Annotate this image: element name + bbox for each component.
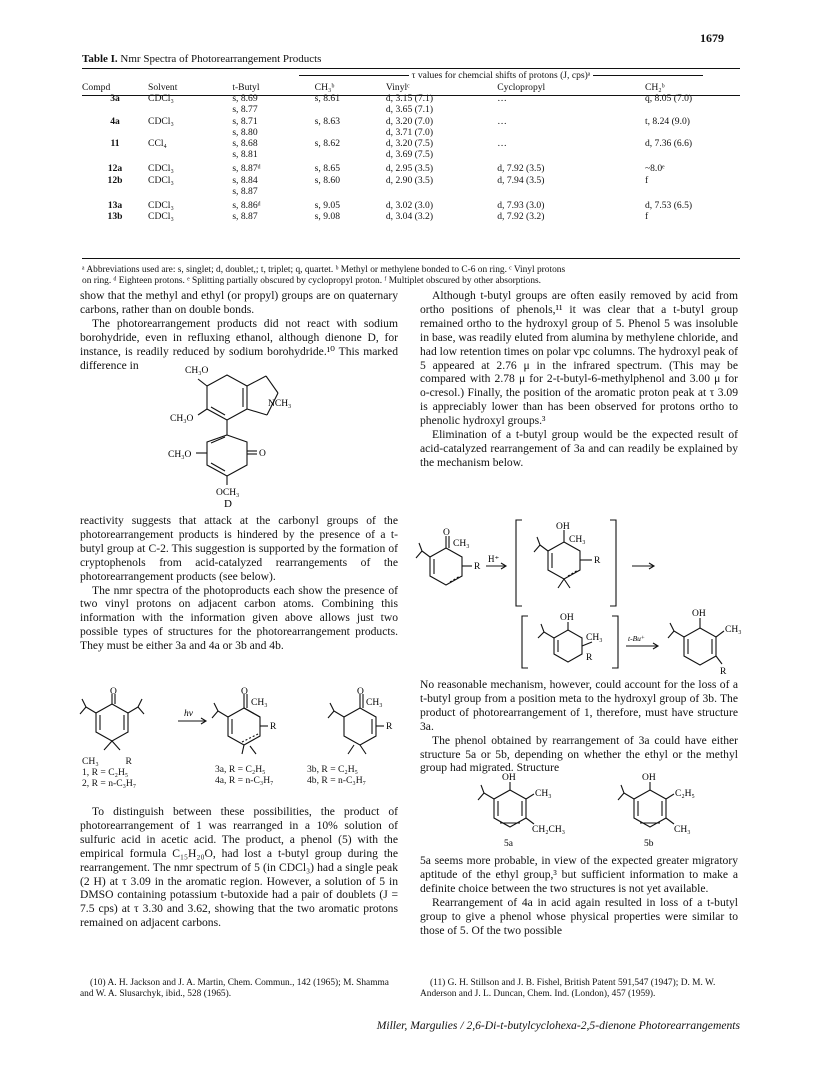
cell-line: s, 9.08 bbox=[314, 211, 340, 223]
phenol-label: CH₂CH₃ bbox=[532, 825, 566, 835]
table-cell-ch3 bbox=[315, 197, 386, 211]
cell-line: s, 8.68 bbox=[232, 138, 258, 150]
scheme-mechanism bbox=[422, 518, 742, 677]
phenol-label: CH₃ bbox=[535, 789, 552, 799]
paragraph: 5a seems more probable, in view of the expected greater migratory aptitude of the ethyl group,³ but sufficient information to make a definite choice between the two structures is not yet available. bbox=[420, 854, 738, 895]
mech-label: R bbox=[594, 556, 601, 566]
cell-line: s, 8.77 bbox=[232, 104, 258, 116]
paragraph: Rearrangement of 4a in acid again resulted in loss of a t-butyl group to give a phenol whose physical properties were similar to those of 5. Of the two possible bbox=[420, 895, 738, 937]
table-cell-vinyl bbox=[386, 197, 477, 211]
phenol-label: C₂H₅ bbox=[675, 789, 695, 799]
cell-line: d, 3.15 (7.1) bbox=[385, 93, 434, 105]
paragraph: show that the methyl and ethyl (or propyl) groups are on quaternary carbons, rather than on double bonds. bbox=[80, 289, 398, 316]
phenol-name: 5a bbox=[504, 839, 513, 849]
table-cell-compd: 3a bbox=[110, 93, 120, 105]
cell-line: f bbox=[644, 211, 649, 223]
table-cell-tbutyl bbox=[232, 116, 314, 138]
table-cell-compd: 13a bbox=[107, 200, 123, 212]
cell-line: s, 8.87 bbox=[232, 185, 258, 197]
table-cell-solvent: CDCl₃ bbox=[148, 211, 174, 223]
table-cell-solvent: CDCl₃ bbox=[148, 200, 174, 212]
table-cell-vinyl bbox=[386, 175, 477, 197]
cell-line: s, 8.62 bbox=[314, 138, 340, 150]
table-cell-ch2 bbox=[625, 197, 740, 211]
nmr-table bbox=[82, 82, 740, 222]
cell-line: d, 7.92 (3.5) bbox=[497, 163, 545, 175]
table-label: Table I. bbox=[82, 53, 118, 65]
table-cell-cyclopropyl bbox=[477, 138, 625, 160]
table-cell-compd: 12a bbox=[107, 163, 123, 175]
cell-line: … bbox=[497, 138, 507, 150]
table-bottom-rule bbox=[82, 258, 740, 259]
D-group: CH₃O bbox=[170, 414, 194, 424]
cell-line: d, 7.93 (3.0) bbox=[497, 200, 545, 212]
table-row bbox=[82, 138, 740, 160]
paragraph: Although t-butyl groups are often easily removed by acid from ortho positions of phenols,¹¹ it was clear that a t-butyl group remained ortho to the hydroxyl group of 5. Phenol 5 was insoluble in base, was readily eluted from alumina by methylene chloride, and had low retention times on polar vpc columns. The hydroxyl peak of 5 appeared at 2.76 μ in the infrared spectrum. (This may be compared with 2.78 μ for 2-t-butyl-6-methylphenol and 3.00 μ for o-cresol.) Finally, the position of the aromatic proton peak at τ 3.09 is appreciably lower than has been observed for protons ortho to phenolic hydroxyl groups.³ bbox=[420, 289, 738, 428]
table-cell-ch3 bbox=[315, 175, 386, 197]
right-column-top bbox=[420, 289, 738, 470]
table-row bbox=[82, 93, 740, 115]
D-group: CH₃O bbox=[168, 450, 192, 460]
cell-line: s, 8.71 bbox=[232, 115, 258, 127]
right-column-middle bbox=[420, 678, 738, 775]
cell-line: d, 7.36 (6.6) bbox=[644, 138, 693, 150]
D-group: OCH₃ bbox=[216, 488, 240, 498]
mech-reagent: H⁺ bbox=[488, 554, 500, 564]
cell-line: d, 3.20 (7.0) bbox=[385, 115, 434, 127]
mech-label: CH₃ bbox=[453, 539, 470, 549]
caption-line: 3b, R = C₂H₅ bbox=[307, 764, 359, 775]
table-cell-ch2 bbox=[625, 211, 740, 222]
col-header: t-Butyl bbox=[232, 82, 260, 93]
cell-line: s, 8.86ᵈ bbox=[232, 200, 261, 212]
mid-caption bbox=[215, 764, 273, 786]
paragraph: No reasonable mechanism, however, could account for the loss of a t-butyl group from a position meta to the hydroxyl group of 3b. The product of photorearrangement of 1, therefore, must have structure 3a. bbox=[420, 678, 738, 733]
table-footnotes bbox=[82, 265, 740, 287]
table-cell-ch3 bbox=[315, 211, 386, 222]
caption-line: 3a, R = C₂H₅ bbox=[215, 764, 266, 775]
table-cell-ch3 bbox=[315, 116, 386, 138]
cell-line: s, 8.87 bbox=[232, 211, 258, 223]
table-cell-ch2 bbox=[625, 93, 740, 115]
table-cell-tbutyl bbox=[232, 93, 314, 115]
start-label: R bbox=[125, 756, 132, 767]
cell-line: … bbox=[497, 93, 507, 105]
table-title-text: Nmr Spectra of Photorearrangement Products bbox=[120, 53, 322, 65]
cell-line: d, 3.69 (7.5) bbox=[385, 149, 434, 161]
caption-line: 4a, R = n-C₃H₇ bbox=[215, 775, 274, 786]
table-cell-compd: 12b bbox=[107, 174, 123, 186]
table-cell-vinyl bbox=[386, 116, 477, 138]
table-cell-solvent: CDCl₃ bbox=[148, 163, 174, 175]
footnote-line: on ring. ᵈ Eighteen protons. ᵉ Splitting partially obscured by cyclopropyl proton. ᶠ Multiplet obscured by other absorptions. bbox=[82, 276, 542, 286]
start-sub-labels bbox=[82, 756, 132, 767]
structures-5a-5b bbox=[470, 774, 730, 848]
page-number: 1679 bbox=[700, 31, 724, 45]
start-label: CH₃ bbox=[82, 756, 99, 767]
table-cell-solvent: CDCl₃ bbox=[148, 174, 174, 186]
table-row bbox=[82, 175, 740, 197]
scheme-label: CH₃ bbox=[251, 698, 268, 708]
table-cell-vinyl bbox=[386, 211, 477, 222]
mech-label: O bbox=[443, 528, 450, 538]
cell-line: s, 8.61 bbox=[314, 93, 340, 105]
mech-label: CH₃ bbox=[586, 633, 603, 643]
paragraph: The nmr spectra of the photoproducts each show the presence of two vinyl protons on adjacent carbon atoms. Combining this information with the information given above allows just two possible types of structures for the photorearrangement products. They must be either 3a and 4a or 3b and 4b. bbox=[80, 583, 398, 653]
right-column-bottom bbox=[420, 854, 738, 937]
left-column-bottom bbox=[80, 805, 398, 930]
cell-line: d, 3.65 (7.1) bbox=[385, 104, 434, 116]
phenol-label: CH₃ bbox=[674, 825, 691, 835]
paragraph: The photorearrangement products did not react with sodium borohydride, even in refluxing ethanol, although dienone D, for instance, is readily reduced by sodium borohydride.¹⁰ This marked difference in bbox=[80, 316, 398, 372]
table-cell-compd: 13b bbox=[107, 211, 123, 223]
table-row bbox=[82, 211, 740, 222]
caption-line: 1, R = C₂H₅ bbox=[82, 767, 129, 778]
cell-line: d, 7.94 (3.5) bbox=[497, 174, 545, 186]
table-cell-ch3 bbox=[315, 93, 386, 115]
col-header: Cyclopropyl bbox=[497, 82, 546, 93]
cell-line: d, 7.92 (3.2) bbox=[497, 211, 545, 223]
table-cell-vinyl bbox=[386, 138, 477, 160]
cell-line: s, 9.05 bbox=[314, 200, 340, 212]
col-header: CH₂ᵇ bbox=[644, 82, 665, 93]
table-cell-tbutyl bbox=[232, 138, 314, 160]
cell-line: s, 8.63 bbox=[314, 115, 340, 127]
group-header-text: τ values for chemcial shifts of protons (J, cps)ᵃ bbox=[411, 70, 591, 81]
table-cell-ch3 bbox=[315, 160, 386, 174]
table-cell-solvent: CDCl₃ bbox=[148, 115, 174, 127]
cell-line: s, 8.69 bbox=[232, 93, 258, 105]
D-group: NCH₃ bbox=[268, 399, 292, 409]
cell-line: q, 8.05 (7.0) bbox=[644, 93, 693, 105]
cell-line: s, 8.84 bbox=[232, 174, 258, 186]
cell-line: s, 8.81 bbox=[232, 149, 258, 161]
D-label: D bbox=[224, 498, 232, 510]
paragraph: To distinguish between these possibilities, the product of photorearrangement of 1 was rearranged in a 10% solution of sulfuric acid in acetic acid. The product, a phenol (5) with the empirical formula C₁₅H₂₀O, had lost a t-butyl group during the rearrangement. The nmr spectrum of 5 (in CDCl₃) had a single peak (2 H) at τ 3.09 in the aromatic region. However, a solution of 5 in DMSO containing potassium t-butoxide had a pair of doublets (J = 7.5 cps) at τ 3.30 and 3.62, showing that the two aromatic protons remained on adjacent carbons. bbox=[80, 805, 398, 930]
table-cell-ch2 bbox=[625, 160, 740, 174]
cell-line: d, 2.95 (3.5) bbox=[385, 163, 434, 175]
paragraph: reactivity suggests that attack at the carbonyl groups of the photorearrangement products is hindered by the presence of a t-butyl group at C-2. This suggestion is supported by the formation of cryptophenols from acid-catalyzed rearrangements of the photorearrangement products (see below). bbox=[80, 514, 398, 583]
left-references bbox=[80, 978, 398, 1000]
table-title bbox=[82, 53, 321, 65]
scheme-photorearrangement bbox=[82, 687, 400, 760]
table-cell-tbutyl bbox=[232, 197, 314, 211]
table-cell-cyclopropyl bbox=[477, 197, 625, 211]
mech-loss: t-Bu⁺ bbox=[628, 634, 645, 643]
phenol-name: 5b bbox=[644, 839, 654, 849]
scheme-label: CH₃ bbox=[366, 698, 383, 708]
mech-label: CH₃ bbox=[569, 535, 586, 545]
table-cell-compd: 11 bbox=[110, 138, 120, 150]
scheme-label: R bbox=[270, 722, 277, 732]
table-cell-tbutyl bbox=[232, 211, 314, 222]
table-cell-ch2 bbox=[625, 116, 740, 138]
col-header: Compd bbox=[82, 82, 111, 93]
phenol-label: OH bbox=[502, 773, 516, 783]
cell-line: s, 8.60 bbox=[314, 174, 340, 186]
arrow-label: hν bbox=[184, 709, 193, 719]
mech-label: OH bbox=[556, 522, 570, 532]
scheme-label: O bbox=[241, 687, 248, 697]
col-header: CH₃ᵇ bbox=[314, 82, 335, 93]
cell-line: t, 8.24 (9.0) bbox=[644, 115, 690, 127]
structure-D bbox=[168, 357, 320, 510]
col-header: Vinylᶜ bbox=[385, 82, 410, 93]
col-header: Solvent bbox=[148, 82, 178, 93]
scheme-label: O bbox=[110, 687, 117, 697]
table-cell-tbutyl bbox=[232, 175, 314, 197]
table-cell-cyclopropyl bbox=[477, 160, 625, 174]
D-group: CH₃O bbox=[185, 366, 209, 376]
right-references bbox=[420, 978, 738, 1000]
scheme-label: R bbox=[386, 722, 393, 732]
D-group: O bbox=[259, 449, 266, 459]
mech-label: R bbox=[586, 653, 593, 663]
mech-label: OH bbox=[692, 609, 706, 619]
cell-line: … bbox=[497, 115, 507, 127]
scheme-label: O bbox=[357, 687, 364, 697]
running-footer: Miller, Margulies / 2,6-Di-t-butylcyclohexa-2,5-dienone Photorearrangements bbox=[376, 1019, 740, 1032]
reference: (10) A. H. Jackson and J. A. Martin, Chem. Commun., 142 (1965); M. Shamma and W. A. Slusarchyk, ibid., 528 (1965). bbox=[80, 978, 389, 999]
cell-line: d, 2.90 (3.5) bbox=[385, 174, 434, 186]
cell-line: f bbox=[644, 174, 649, 186]
cell-line: d, 3.20 (7.5) bbox=[385, 138, 434, 150]
table-body bbox=[82, 93, 740, 222]
paragraph: Elimination of a t-butyl group would be the expected result of acid-catalyzed rearrangement of 3a and can readily be explained by the mechanism below. bbox=[420, 428, 738, 469]
cell-line: d, 3.71 (7.0) bbox=[385, 126, 434, 138]
cell-line: s, 8.65 bbox=[314, 163, 340, 175]
start-caption bbox=[82, 767, 136, 789]
table-cell-vinyl bbox=[386, 93, 477, 115]
table-cell-vinyl bbox=[386, 160, 477, 174]
table-header-row bbox=[82, 82, 740, 93]
caption-line: 4b, R = n-C₃H₇ bbox=[307, 775, 367, 786]
table-cell-solvent: CDCl₃ bbox=[148, 93, 174, 105]
table-cell-ch2 bbox=[625, 138, 740, 160]
table-header-rule bbox=[82, 95, 740, 96]
table-cell-solvent: CCl₄ bbox=[148, 138, 167, 150]
footnote-line: ᵃ Abbreviations used are: s, singlet; d, doublet,; t, triplet; q, quartet. ᵇ Methyl or methylene bonded to C-6 on ring. ᶜ Vinyl protons bbox=[82, 265, 566, 275]
mech-label: OH bbox=[560, 613, 574, 623]
cell-line: s, 8.80 bbox=[232, 126, 258, 138]
mech-label: R bbox=[720, 667, 727, 677]
table-cell-ch2 bbox=[625, 175, 740, 197]
table-cell-cyclopropyl bbox=[477, 175, 625, 197]
table-cell-tbutyl bbox=[232, 160, 314, 174]
reference: (11) G. H. Stillson and J. B. Fishel, British Patent 591,547 (1947); D. M. W. Anderson and J. L. Duncan, Chem. Ind. (London), 457 (1959). bbox=[420, 978, 716, 999]
table-row bbox=[82, 160, 740, 174]
mech-label: CH₃ bbox=[725, 625, 742, 635]
caption-line: 2, R = n-C₃H₇ bbox=[82, 778, 137, 789]
cell-line: d, 3.02 (3.0) bbox=[385, 200, 434, 212]
table-cell-cyclopropyl bbox=[477, 93, 625, 115]
cell-line: d, 3.04 (3.2) bbox=[385, 211, 434, 223]
table-cell-compd: 4a bbox=[110, 115, 120, 127]
table-cell-ch3 bbox=[315, 138, 386, 160]
phenol-label: OH bbox=[642, 773, 656, 783]
mech-label: R bbox=[474, 562, 481, 572]
cell-line: s, 8.87ᵈ bbox=[232, 163, 261, 175]
cell-line: ~8.0ᵉ bbox=[644, 163, 665, 175]
table-top-rule bbox=[82, 68, 740, 69]
table-group-header bbox=[262, 70, 740, 81]
paragraph: The phenol obtained by rearrangement of 3a could have either structure 5a or 5b, depending on whether the ethyl or the methyl group had migrated. Structure bbox=[420, 733, 738, 775]
cell-line: d, 7.53 (6.5) bbox=[644, 200, 693, 212]
table-cell-cyclopropyl bbox=[477, 211, 625, 222]
table-cell-cyclopropyl bbox=[477, 116, 625, 138]
left-column-middle bbox=[80, 514, 398, 653]
right-caption bbox=[307, 764, 366, 786]
table-row bbox=[82, 116, 740, 138]
table-row bbox=[82, 197, 740, 211]
